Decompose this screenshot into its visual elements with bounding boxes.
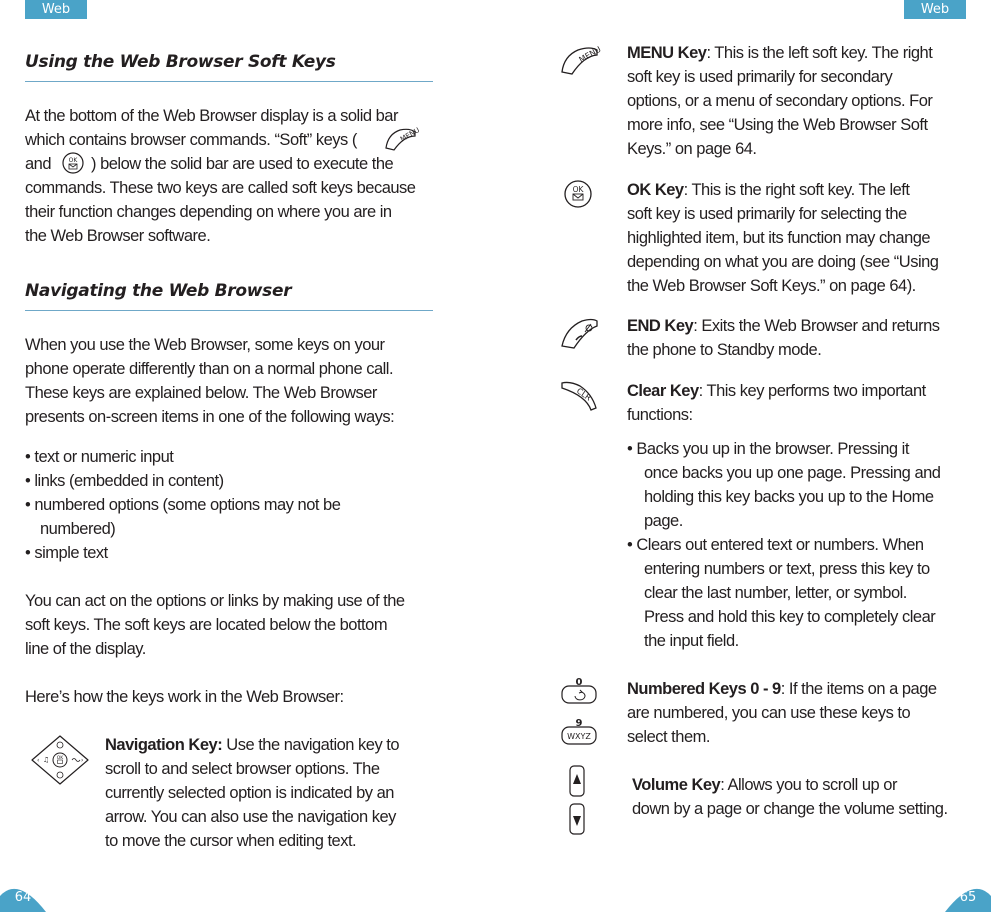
ok-key-icon	[60, 150, 86, 176]
bullet-text: Backs you up in the browser. Pressing it	[636, 440, 909, 458]
ok-key-line-5: the Web Browser Soft Keys.” on page 64).	[627, 277, 916, 295]
clear-bullet-2-line-4: Press and hold this key to completely clear	[644, 608, 936, 626]
end-key-icon	[558, 316, 600, 352]
volume-keys-icon	[568, 764, 586, 836]
navigation-key-ok-label: OK	[56, 756, 64, 761]
bullet-text-input: • text or numeric input	[25, 448, 174, 466]
menu-key-icon	[382, 126, 422, 154]
ok-key-line-3: highlighted item, but its function may change	[627, 229, 931, 247]
heading-navigating: Navigating the Web Browser	[25, 281, 433, 311]
ok-key-icon-label: OK	[68, 157, 78, 164]
wxyz-key-label: WXYZ	[567, 732, 591, 741]
clear-key-label: CLR	[574, 386, 593, 403]
bullet-numbered: • numbered options (some options may not be	[25, 496, 341, 514]
intro-line-3-prefix: and	[25, 155, 52, 173]
bullet-text: simple text	[34, 544, 108, 562]
end-key-title: END Key	[627, 317, 694, 335]
volume-key-desc: : Allows you to scroll up or	[720, 776, 897, 794]
bullet-numbered-cont: numbered)	[40, 520, 116, 538]
intro-line-4: commands. These two keys are called soft keys because	[25, 179, 416, 197]
intro-line-5: their function changes depending on where you are in	[25, 203, 392, 221]
menu-key-icon-label: MENU	[399, 126, 422, 144]
ok-key-icon	[562, 178, 594, 210]
navigation-key-line-5: to move the cursor when editing text.	[105, 832, 357, 850]
intro-line-6: the Web Browser software.	[25, 227, 211, 245]
clear-bullet-2-line-2: entering numbers or text, press this key to	[644, 560, 930, 578]
page-number-right-text: 65	[959, 890, 977, 905]
clear-key-line-1	[627, 379, 926, 403]
bullet-text: Clears out entered text or numbers. When	[636, 536, 924, 554]
menu-key-title: MENU Key	[627, 44, 707, 62]
menu-key-line-4: more info, see “Using the Web Browser Soft	[627, 116, 928, 134]
clear-key-line-2: functions:	[627, 406, 693, 424]
bullet-links: • links (embedded in content)	[25, 472, 224, 490]
ok-key-label: OK	[572, 185, 584, 194]
menu-key-line-2: soft key is used primarily for secondary	[627, 68, 893, 86]
clear-bullet-2-line-3: clear the last number, letter, or symbol.	[644, 584, 907, 602]
navigation-key-line-1	[105, 733, 399, 757]
end-key-line-1	[627, 314, 940, 338]
section-tab-left: Web	[25, 0, 87, 19]
clear-bullet-1-line-1: • Backs you up in the browser. Pressing it	[627, 440, 909, 458]
nine-key-label: 9	[575, 718, 583, 729]
page-number-left	[0, 876, 46, 912]
svg-text:♫: ♫	[43, 756, 50, 764]
navigation-key-line-2: scroll to and select browser options. The	[105, 760, 380, 778]
navigation-key-line-3: currently selected option is indicated by an	[105, 784, 394, 802]
nav-para-line-1: When you use the Web Browser, some keys on your	[25, 336, 385, 354]
end-key-desc: : Exits the Web Browser and returns	[693, 317, 940, 335]
volume-key-line-2: down by a page or change the volume setting.	[632, 800, 948, 818]
intro-line-2: which contains browser commands. “Soft” keys (	[25, 131, 357, 149]
intro-line-1: At the bottom of the Web Browser display is a solid bar	[25, 107, 398, 125]
act-para-line-3: line of the display.	[25, 640, 146, 658]
numbered-keys-line-3: select them.	[627, 728, 710, 746]
menu-key-line-5: Keys.” on page 64.	[627, 140, 757, 158]
page-number-left-text: 64	[14, 890, 32, 905]
bullet-text: links (embedded in content)	[34, 472, 224, 490]
navigation-key-title: Navigation Key:	[105, 736, 223, 754]
navigation-key-icon	[28, 734, 92, 786]
numbered-keys-icon	[560, 676, 598, 746]
act-para-line-1: You can act on the options or links by making use of the	[25, 592, 405, 610]
ok-key-line-2: soft key is used primarily for selecting the	[627, 205, 907, 223]
zero-key-label: 0	[575, 677, 583, 688]
nav-para-line-4: presents on-screen items in one of the following ways:	[25, 408, 395, 426]
menu-key-desc: : This is the left soft key. The right	[706, 44, 933, 62]
bullet-text: numbered options (some options may not be	[34, 496, 341, 514]
menu-key-icon	[558, 44, 603, 78]
heres-how: Here’s how the keys work in the Web Browser:	[25, 688, 344, 706]
clear-bullet-2-line-5: the input field.	[644, 632, 739, 650]
menu-key-label: MENU	[577, 44, 603, 65]
numbered-keys-title: Numbered Keys 0 - 9	[627, 680, 781, 698]
page-number-right	[945, 876, 991, 912]
numbered-keys-line-2: are numbered, you can use these keys to	[627, 704, 911, 722]
navigation-key-desc: Use the navigation key to	[222, 736, 400, 754]
nav-para-line-2: phone operate differently than on a normal phone call.	[25, 360, 394, 378]
navigation-key-line-4: arrow. You can also use the navigation key	[105, 808, 396, 826]
clear-bullet-1-line-4: page.	[644, 512, 683, 530]
clear-bullet-1-line-3: holding this key backs you up to the Home	[644, 488, 934, 506]
menu-key-line-3: options, or a menu of secondary options. For	[627, 92, 933, 110]
clear-key-icon	[558, 378, 600, 414]
ok-key-line-1	[627, 178, 909, 202]
numbered-keys-desc: : If the items on a page	[780, 680, 937, 698]
bullet-text: text or numeric input	[34, 448, 174, 466]
ok-key-desc: : This is the right soft key. The left	[683, 181, 910, 199]
clear-bullet-1-line-2: once backs you up one page. Pressing and	[644, 464, 941, 482]
ok-key-title: OK Key	[627, 181, 684, 199]
clear-bullet-2-line-1: • Clears out entered text or numbers. When	[627, 536, 924, 554]
heading-soft-keys: Using the Web Browser Soft Keys	[25, 52, 433, 82]
menu-key-line-1	[627, 41, 932, 65]
ok-key-line-4: depending on what you are doing (see “Using	[627, 253, 939, 271]
svg-text:‹: ‹	[37, 757, 40, 764]
bullet-simple-text: • simple text	[25, 544, 108, 562]
section-tab-right: Web	[904, 0, 966, 19]
nav-para-line-3: These keys are explained below. The Web Browser	[25, 384, 377, 402]
svg-text:›: ›	[81, 757, 84, 764]
clear-key-desc: : This key performs two important	[698, 382, 926, 400]
clear-key-title: Clear Key	[627, 382, 699, 400]
volume-key-title: Volume Key	[632, 776, 721, 794]
numbered-keys-line-1	[627, 677, 937, 701]
end-key-line-2: the phone to Standby mode.	[627, 341, 822, 359]
intro-line-3-suffix: ) below the solid bar are used to execute the	[91, 155, 394, 173]
volume-key-line-1	[632, 773, 897, 797]
act-para-line-2: soft keys. The soft keys are located below the bottom	[25, 616, 388, 634]
